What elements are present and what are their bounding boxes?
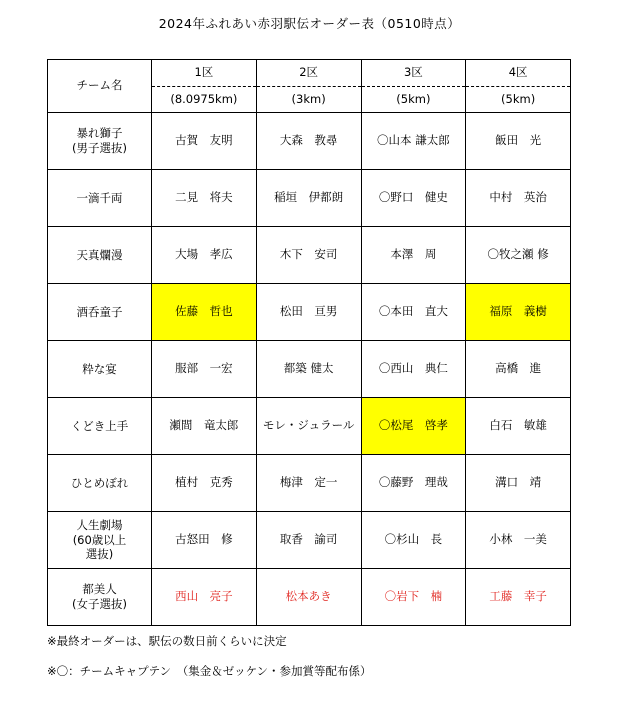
table-row (48, 284, 571, 341)
runner-cell: 植村 克秀 (152, 455, 257, 512)
runner-cell: 西山 亮子 (152, 569, 257, 626)
runner-cell: 小林 一美 (466, 512, 571, 569)
runner-cell: 大森 教尋 (256, 113, 361, 170)
team-name: 天真爛漫 (76, 247, 123, 262)
leg-header: 3区 (361, 60, 466, 87)
runner-cell: 服部 一宏 (152, 341, 257, 398)
runner-cell: 木下 安司 (256, 227, 361, 284)
runner-cell: モレ・ジュラール (256, 398, 361, 455)
team-name: ひとめぼれ (70, 475, 129, 490)
leg-distance: (8.0975km) (152, 87, 257, 113)
runner-cell: 都築 健太 (256, 341, 361, 398)
team-name: 都美人 (女子選抜) (72, 582, 127, 611)
runner-cell: 〇岩下 楠 (361, 569, 466, 626)
runner-cell: 大場 孝広 (152, 227, 257, 284)
team-name-cell (48, 398, 152, 455)
leg-header: 1区 (152, 60, 257, 87)
runner-cell: 〇山本 謙太郎 (361, 113, 466, 170)
runner-cell: 〇西山 典仁 (361, 341, 466, 398)
team-name-cell (48, 569, 152, 626)
runner-cell: 飯田 光 (466, 113, 571, 170)
leg-distance: (3km) (256, 87, 361, 113)
order-table-body (48, 113, 571, 626)
table-row (48, 341, 571, 398)
team-name-cell (48, 170, 152, 227)
leg-distance: (5km) (361, 87, 466, 113)
table-row (48, 398, 571, 455)
runner-cell: 工藤 幸子 (466, 569, 571, 626)
runner-cell: 〇藤野 理哉 (361, 455, 466, 512)
runner-cell: 〇本田 直大 (361, 284, 466, 341)
runner-cell: 〇松尾 啓孝 (361, 398, 466, 455)
page-title: 2024年ふれあい赤羽駅伝オーダー表（0510時点） (158, 16, 461, 31)
team-column-header: チーム名 (48, 60, 152, 113)
team-name-cell (48, 512, 152, 569)
table-row (48, 227, 571, 284)
runner-cell: 〇野口 健史 (361, 170, 466, 227)
runner-cell: 瀬間 竜太郎 (152, 398, 257, 455)
runner-cell: 古怒田 修 (152, 512, 257, 569)
note-final-order: ※最終オーダーは、駅伝の数日前くらいに決定 (47, 634, 287, 648)
table-row (48, 455, 571, 512)
runner-cell: 取香 諭司 (256, 512, 361, 569)
runner-cell: 松本あき (256, 569, 361, 626)
runner-cell: 稲垣 伊都朗 (256, 170, 361, 227)
team-name: 粋な宴 (82, 361, 117, 376)
runner-cell: 佐藤 哲也 (152, 284, 257, 341)
runner-cell: 溝口 靖 (466, 455, 571, 512)
runner-cell: 福原 義樹 (466, 284, 571, 341)
leg-distance: (5km) (466, 87, 571, 113)
leg-header: 4区 (466, 60, 571, 87)
table-row (48, 170, 571, 227)
team-name: 暴れ獅子 (男子選抜) (72, 126, 127, 155)
runner-cell: 本澤 周 (361, 227, 466, 284)
runner-cell: 高橋 進 (466, 341, 571, 398)
runner-cell: 梅津 定一 (256, 455, 361, 512)
leg-header: 2区 (256, 60, 361, 87)
table-row (48, 512, 571, 569)
runner-cell: 古賀 友明 (152, 113, 257, 170)
team-name-cell (48, 284, 152, 341)
runner-cell: 松田 亘男 (256, 284, 361, 341)
order-table (47, 59, 571, 626)
team-name: 酒呑童子 (76, 304, 123, 319)
team-name: 一滴千両 (76, 190, 123, 205)
team-name-cell (48, 455, 152, 512)
team-name-cell (48, 113, 152, 170)
team-name: くどき上手 (70, 418, 129, 433)
note-captain: ※〇：チームキャプテン （集金＆ゼッケン・参加賞等配布係） (47, 664, 372, 678)
runner-cell: 〇牧之瀬 修 (466, 227, 571, 284)
runner-cell: 〇杉山 長 (361, 512, 466, 569)
runner-cell: 中村 英治 (466, 170, 571, 227)
team-name: 人生劇場 (60歳以上 選抜) (72, 518, 127, 561)
team-name-cell (48, 227, 152, 284)
runner-cell: 二見 将夫 (152, 170, 257, 227)
team-name-cell (48, 341, 152, 398)
table-row (48, 113, 571, 170)
table-row (48, 569, 571, 626)
runner-cell: 白石 敏雄 (466, 398, 571, 455)
